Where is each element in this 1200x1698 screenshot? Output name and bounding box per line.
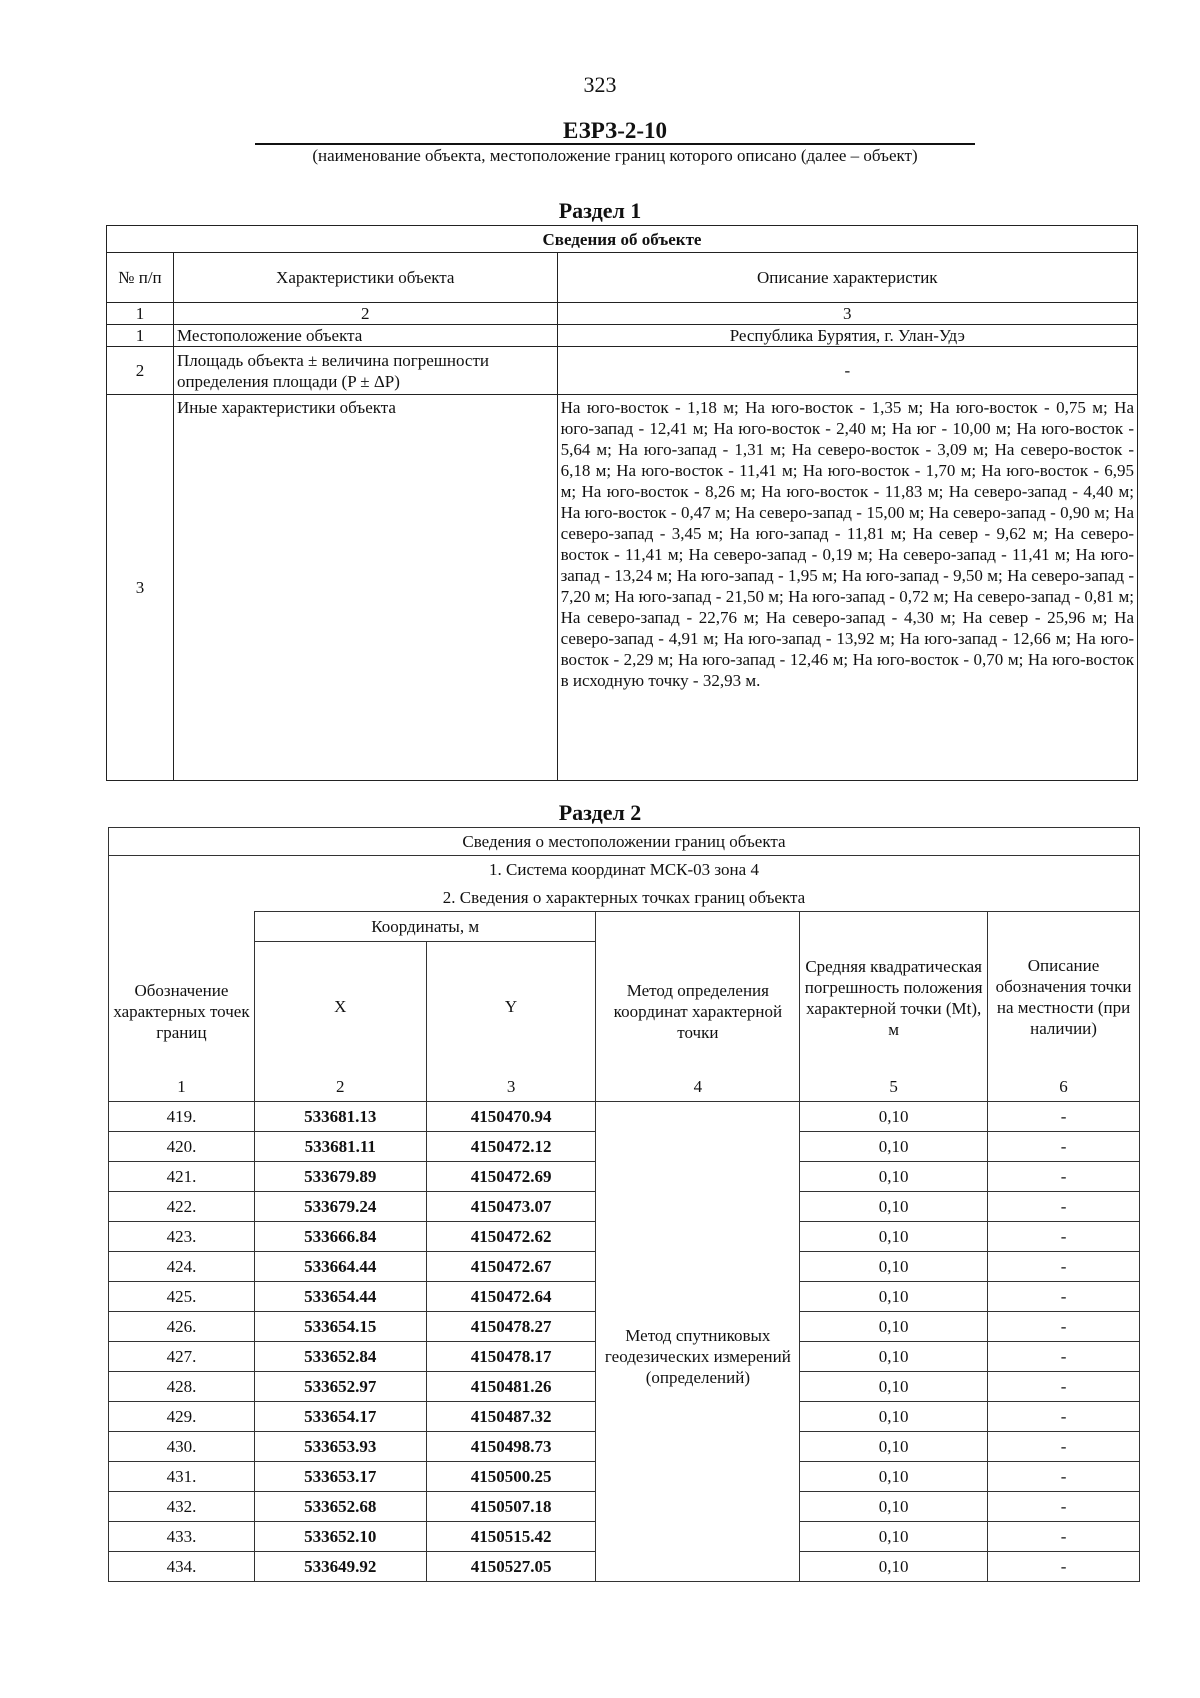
row-name: Иные характеристики объекта — [173, 395, 557, 781]
section2-title: Раздел 2 — [558, 800, 642, 825]
point-id: 424. — [109, 1252, 255, 1282]
point-id: 432. — [109, 1492, 255, 1522]
col-coords-header: Координаты, м — [254, 912, 596, 942]
row-number: 2 — [107, 347, 174, 395]
col-index: 5 — [800, 1072, 988, 1102]
table-row — [109, 1102, 1140, 1132]
coord-x: 533653.17 — [254, 1462, 426, 1492]
point-error: 0,10 — [800, 1552, 988, 1582]
section2-table — [108, 827, 1140, 1582]
row-name: Местоположение объекта — [173, 325, 557, 347]
section2-table-title: Сведения о местоположении границ объекта — [109, 828, 1140, 856]
col-desc-header: Описание характеристик — [557, 253, 1137, 303]
row-number: 1 — [107, 325, 174, 347]
point-error: 0,10 — [800, 1342, 988, 1372]
point-id: 430. — [109, 1432, 255, 1462]
col-index: 3 — [557, 303, 1137, 325]
point-id: 421. — [109, 1162, 255, 1192]
points-title: 2. Сведения о характерных точках границ объекта — [109, 884, 1140, 912]
point-error: 0,10 — [800, 1222, 988, 1252]
point-error: 0,10 — [800, 1402, 988, 1432]
point-id: 434. — [109, 1552, 255, 1582]
table-row — [107, 347, 1138, 395]
point-descr: - — [988, 1162, 1140, 1192]
col-num-header: № п/п — [107, 253, 174, 303]
section1-table-title: Сведения об объекте — [107, 226, 1138, 253]
coord-y: 4150507.18 — [426, 1492, 596, 1522]
point-descr: - — [988, 1252, 1140, 1282]
point-id: 429. — [109, 1402, 255, 1432]
row-number: 3 — [107, 395, 174, 781]
point-error: 0,10 — [800, 1252, 988, 1282]
col-char-header: Характеристики объекта — [173, 253, 557, 303]
section1-table — [106, 225, 1138, 781]
section1-title: Раздел 1 — [558, 198, 642, 223]
point-id: 422. — [109, 1192, 255, 1222]
coord-x: 533654.44 — [254, 1282, 426, 1312]
coord-y: 4150527.05 — [426, 1552, 596, 1582]
coord-y: 4150472.67 — [426, 1252, 596, 1282]
coord-x: 533652.97 — [254, 1372, 426, 1402]
point-id: 426. — [109, 1312, 255, 1342]
point-error: 0,10 — [800, 1312, 988, 1342]
point-descr: - — [988, 1222, 1140, 1252]
point-id: 423. — [109, 1222, 255, 1252]
row-value: На юго-восток - 1,18 м; На юго-восток - 1,35 м; На юго-восток - 0,75 м; На юго-запад - 12,41 м; На юго-восток - 2,40 м; На юг - 10,00 м; На юго-восток - 5,64 м; На юго-запад - 1,31 м; На северо-восток - 3,09 м; На северо-восток - 6,18 м; На юго-восток - 11,41 м; На юго-восток - 1,70 м; На юго-восток - 6,95 м; На юго-восток - 8,26 м; На юго-восток - 11,83 м; На северо-запад - 4,40 м; На юго-восток - 0,47 м; На северо-запад - 15,00 м; На северо-запад - 0,90 м; На северо-запад - 3,45 м; На юго-запад - 11,81 м; На север - 9,62 м; На северо-восток - 11,41 м; На северо-запад - 0,19 м; На северо-запад - 11,41 м; На юго-запад - 13,24 м; На юго-запад - 1,95 м; На юго-запад - 9,50 м; На северо-запад - 7,20 м; На юго-запад - 21,50 м; На юго-запад - 0,72 м; На северо-запад - 0,81 м; На северо-запад - 22,76 м; На северо-запад - 4,30 м; На север - 25,96 м; На северо-запад - 4,91 м; На юго-запад - 13,92 м; На юго-запад - 12,66 м; На юго-восток - 2,29 м; На юго-запад - 12,46 м; На юго-восток - 0,70 м; На юго-восток в исходную точку - 32,93 м. — [557, 395, 1137, 781]
page-number: 323 — [583, 72, 617, 97]
point-error: 0,10 — [800, 1492, 988, 1522]
col-index: 2 — [254, 1072, 426, 1102]
point-id: 427. — [109, 1342, 255, 1372]
col-index: 2 — [173, 303, 557, 325]
point-error: 0,10 — [800, 1132, 988, 1162]
coord-y: 4150500.25 — [426, 1462, 596, 1492]
coord-y: 4150498.73 — [426, 1432, 596, 1462]
coord-x: 533679.24 — [254, 1192, 426, 1222]
point-id: 428. — [109, 1372, 255, 1402]
col-index: 6 — [988, 1072, 1140, 1102]
coord-x: 533652.10 — [254, 1522, 426, 1552]
coord-x: 533654.15 — [254, 1312, 426, 1342]
coord-y: 4150478.27 — [426, 1312, 596, 1342]
method-cell: Метод спутниковых геодезических измерений (определений) — [596, 1102, 800, 1582]
coord-y: 4150472.64 — [426, 1282, 596, 1312]
point-id: 425. — [109, 1282, 255, 1312]
point-error: 0,10 — [800, 1192, 988, 1222]
coord-y: 4150473.07 — [426, 1192, 596, 1222]
coord-y: 4150472.69 — [426, 1162, 596, 1192]
point-descr: - — [988, 1522, 1140, 1552]
row-value: - — [557, 347, 1137, 395]
coord-x: 533654.17 — [254, 1402, 426, 1432]
object-code: ЕЗРЗ-2-10 — [562, 118, 668, 143]
coord-y: 4150487.32 — [426, 1402, 596, 1432]
col-descr-header: Описание обозначения точки на местности (при наличии) — [988, 912, 1140, 1072]
coord-y: 4150472.12 — [426, 1132, 596, 1162]
col-method-header: Метод определения координат характерной точки — [596, 912, 800, 1072]
point-descr: - — [988, 1282, 1140, 1312]
point-descr: - — [988, 1462, 1140, 1492]
point-error: 0,10 — [800, 1372, 988, 1402]
object-caption: (наименование объекта, местоположение границ которого описано (далее – объект) — [312, 146, 918, 165]
coord-x: 533666.84 — [254, 1222, 426, 1252]
point-descr: - — [988, 1552, 1140, 1582]
point-descr: - — [988, 1492, 1140, 1522]
coord-system: 1. Система координат МСК-03 зона 4 — [109, 856, 1140, 884]
point-error: 0,10 — [800, 1162, 988, 1192]
col-y-header: Y — [426, 942, 596, 1072]
coord-x: 533681.11 — [254, 1132, 426, 1162]
coord-x: 533653.93 — [254, 1432, 426, 1462]
point-descr: - — [988, 1372, 1140, 1402]
point-descr: - — [988, 1432, 1140, 1462]
point-descr: - — [988, 1402, 1140, 1432]
row-value: Республика Бурятия, г. Улан-Удэ — [557, 325, 1137, 347]
coord-y: 4150470.94 — [426, 1102, 596, 1132]
point-error: 0,10 — [800, 1462, 988, 1492]
point-descr: - — [988, 1192, 1140, 1222]
point-error: 0,10 — [800, 1102, 988, 1132]
coord-x: 533664.44 — [254, 1252, 426, 1282]
coord-x: 533679.89 — [254, 1162, 426, 1192]
col-index: 3 — [426, 1072, 596, 1102]
point-descr: - — [988, 1102, 1140, 1132]
point-error: 0,10 — [800, 1522, 988, 1552]
table-row — [107, 395, 1138, 781]
coord-y: 4150481.26 — [426, 1372, 596, 1402]
point-id: 433. — [109, 1522, 255, 1552]
col-point-header: Обозначение характерных точек границ — [109, 912, 255, 1072]
col-x-header: X — [254, 942, 426, 1072]
point-error: 0,10 — [800, 1432, 988, 1462]
col-index: 1 — [109, 1072, 255, 1102]
point-id: 419. — [109, 1102, 255, 1132]
point-error: 0,10 — [800, 1282, 988, 1312]
table-row — [107, 325, 1138, 347]
coord-y: 4150515.42 — [426, 1522, 596, 1552]
col-index: 1 — [107, 303, 174, 325]
col-error-header: Средняя квадратическая погрешность положения характерной точки (Mt), м — [800, 912, 988, 1072]
coord-x: 533652.68 — [254, 1492, 426, 1522]
coord-x: 533652.84 — [254, 1342, 426, 1372]
row-name: Площадь объекта ± величина погрешности определения площади (P ± ΔP) — [173, 347, 557, 395]
coord-x: 533681.13 — [254, 1102, 426, 1132]
point-id: 431. — [109, 1462, 255, 1492]
point-descr: - — [988, 1132, 1140, 1162]
point-descr: - — [988, 1312, 1140, 1342]
point-id: 420. — [109, 1132, 255, 1162]
object-underline — [255, 143, 975, 145]
col-index: 4 — [596, 1072, 800, 1102]
coord-y: 4150472.62 — [426, 1222, 596, 1252]
coord-x: 533649.92 — [254, 1552, 426, 1582]
coord-y: 4150478.17 — [426, 1342, 596, 1372]
point-descr: - — [988, 1342, 1140, 1372]
